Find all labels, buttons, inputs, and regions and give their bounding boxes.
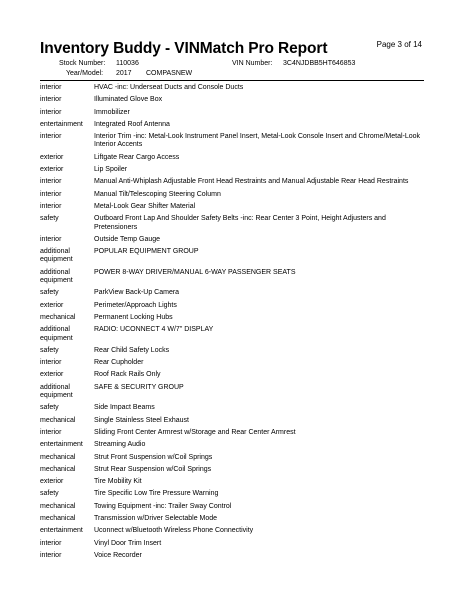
row-description: Roof Rack Rails Only [94, 371, 161, 379]
row-description: HVAC -inc: Underseat Ducts and Console Ducts [94, 84, 244, 91]
row-description: Manual Tilt/Telescoping Steering Column [94, 190, 221, 198]
table-row [40, 248, 425, 265]
row-description: Outboard Front Lap And Shoulder Safety Belts -inc: Rear Center 3 Point, Height Adjusters and Pretensioners [94, 215, 386, 231]
row-description: Side Impact Beams [94, 404, 155, 412]
row-description: Outside Temp Gauge [94, 235, 161, 243]
row-description: Interior Trim -inc: Metal-Look Instrument Panel Insert, Metal-Look Console Insert and Chrome/Metal-Look Interior Accents [94, 133, 421, 149]
table-row [40, 203, 425, 211]
row-description: POWER 8-WAY DRIVER/MANUAL 6-WAY PASSENGER SEATS [94, 268, 296, 276]
row-category: entertainment [40, 527, 83, 535]
table-row [40, 166, 425, 174]
row-category: interior [40, 178, 62, 186]
vin-number-label: VIN Number: [232, 60, 273, 67]
row-description: Tire Specific Low Tire Pressure Warning [94, 490, 219, 498]
table-row [40, 289, 425, 297]
table-row [40, 191, 425, 199]
row-description: Single Stainless Steel Exhaust [94, 416, 189, 424]
table-row [40, 326, 425, 343]
row-description: Strut Front Suspension w/Coil Springs [94, 453, 213, 461]
header-divider [40, 80, 424, 81]
table-row [40, 133, 425, 150]
equipment-table [40, 84, 425, 564]
row-description: ParkView Back-Up Camera [94, 289, 180, 297]
report-title: Inventory Buddy - VINMatch Pro Report [40, 40, 328, 57]
row-category: interior [40, 202, 62, 210]
row-category: mechanical [40, 514, 76, 522]
row-description: Integrated Roof Antenna [94, 120, 170, 128]
table-row [40, 269, 425, 286]
row-description: Illuminated Glove Box [94, 96, 163, 104]
row-description: Streaming Audio [94, 441, 146, 449]
row-category: entertainment [40, 441, 83, 449]
table-row [40, 96, 425, 104]
table-row [40, 540, 425, 548]
model-value: COMPASNEW [146, 70, 193, 77]
page-number: Page 3 of 14 [376, 40, 422, 49]
table-row [40, 490, 425, 498]
row-category: interior [40, 108, 62, 116]
row-description: Voice Recorder [94, 551, 142, 559]
row-category: mechanical [40, 502, 76, 510]
table-row [40, 347, 425, 355]
table-row [40, 178, 425, 186]
table-row [40, 454, 425, 462]
table-row [40, 84, 425, 92]
stock-number-value: 110036 [116, 60, 139, 67]
row-category: interior [40, 428, 62, 436]
table-row [40, 302, 425, 310]
table-row [40, 552, 425, 560]
table-row [40, 109, 425, 117]
row-category: exterior [40, 371, 64, 379]
row-description: Liftgate Rear Cargo Access [94, 153, 180, 161]
row-description: Lip Spoiler [94, 166, 128, 174]
row-category: safety [40, 215, 59, 223]
vin-number-value: 3C4NJDBB5HT646853 [283, 60, 356, 67]
row-description: Permanent Locking Hubs [94, 313, 173, 321]
table-row [40, 527, 425, 535]
row-category: mechanical [40, 416, 76, 424]
row-description: Manual Anti-Whiplash Adjustable Front Head Restraints and Manual Adjustable Rear Head Restraints [94, 178, 409, 186]
row-category: safety [40, 289, 59, 297]
row-category: safety [40, 346, 59, 354]
table-row [40, 359, 425, 367]
stock-number-label: Stock Number: [59, 60, 106, 67]
table-row [40, 417, 425, 425]
year-value: 2017 [116, 70, 132, 77]
row-category: safety [40, 490, 59, 498]
row-category: additional equipment [40, 326, 73, 342]
row-category: interior [40, 539, 62, 547]
table-row [40, 215, 425, 232]
row-description: Sliding Front Center Armrest w/Storage and Rear Center Armrest [94, 428, 296, 436]
row-category: interior [40, 359, 62, 367]
row-category: interior [40, 190, 62, 198]
row-description: Immobilizer [94, 108, 130, 116]
table-row [40, 515, 425, 523]
row-description: Metal-Look Gear Shifter Material [94, 202, 196, 210]
table-row [40, 466, 425, 474]
row-category: mechanical [40, 465, 76, 473]
year-model-label: Year/Model: [66, 70, 104, 77]
row-category: safety [40, 404, 59, 412]
row-description: Strut Rear Suspension w/Coil Springs [94, 465, 212, 473]
row-description: Rear Cupholder [94, 359, 144, 367]
row-category: interior [40, 84, 62, 91]
row-category: interior [40, 235, 62, 243]
row-category: additional equipment [40, 268, 73, 285]
row-description: Perimeter/Approach Lights [94, 301, 177, 309]
row-description: Towing Equipment -inc: Trailer Sway Control [94, 502, 232, 510]
row-category: interior [40, 551, 62, 559]
row-description: SAFE & SECURITY GROUP [94, 383, 184, 391]
table-row [40, 503, 425, 511]
row-category: entertainment [40, 120, 83, 128]
table-row [40, 121, 425, 129]
row-category: interior [40, 133, 62, 141]
row-description: Tire Mobility Kit [94, 478, 142, 486]
row-description: Uconnect w/Bluetooth Wireless Phone Connectivity [94, 527, 254, 535]
row-description: RADIO: UCONNECT 4 W/7" DISPLAY [94, 326, 214, 334]
table-row [40, 384, 425, 401]
row-category: mechanical [40, 453, 76, 461]
table-row [40, 371, 425, 379]
row-category: additional equipment [40, 248, 73, 264]
table-row [40, 441, 425, 449]
row-category: exterior [40, 153, 64, 161]
table-row [40, 154, 425, 162]
table-row [40, 429, 425, 437]
table-row [40, 314, 425, 322]
row-description: Vinyl Door Trim Insert [94, 539, 162, 547]
table-row [40, 404, 425, 412]
row-category: interior [40, 96, 62, 104]
row-category: exterior [40, 301, 64, 309]
row-category: exterior [40, 478, 64, 486]
row-category: exterior [40, 166, 64, 174]
row-category: mechanical [40, 313, 76, 321]
row-description: Rear Child Safety Locks [94, 346, 170, 354]
row-description: POPULAR EQUIPMENT GROUP [94, 248, 199, 256]
row-category: additional equipment [40, 383, 73, 400]
table-row [40, 478, 425, 486]
row-description: Transmission w/Driver Selectable Mode [94, 514, 218, 522]
table-row [40, 236, 425, 244]
